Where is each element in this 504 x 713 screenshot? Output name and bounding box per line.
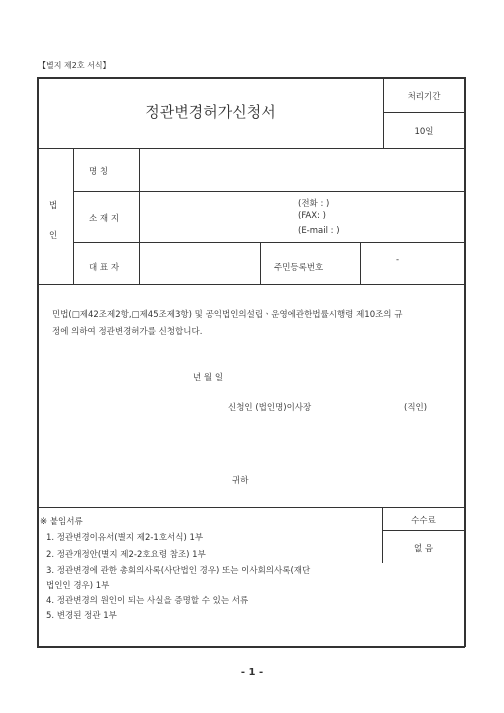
rrn-dash: - xyxy=(396,255,400,265)
fee-value: 없 음 xyxy=(413,544,434,554)
attachment-item: 1. 정관변경이유서(별지 제2-1호서식) 1부 xyxy=(46,533,204,543)
rep-name-field[interactable] xyxy=(141,244,259,282)
corp-name-field[interactable] xyxy=(141,150,463,190)
processing-divider xyxy=(383,112,465,113)
seal-mark: (직인) xyxy=(404,403,428,413)
attachment-item: 2. 정관개정안(별지 제2-2호요령 참조) 1부 xyxy=(46,550,206,560)
attachment-item: 법인인 경우) 1부 xyxy=(46,581,110,591)
recipient-suffix: 귀하 xyxy=(232,476,249,486)
corp-top xyxy=(37,148,465,149)
fee-row-divider xyxy=(382,530,465,531)
form-number: 【별지 제2호 서식】 xyxy=(38,61,111,70)
corp-name-label: 명 칭 xyxy=(89,167,109,177)
attachments-header: ※ 붙임서류 xyxy=(40,517,83,527)
fee-label: 수수료 xyxy=(411,516,436,526)
form-title: 정관변경허가신청서 xyxy=(145,103,276,121)
application-date: 년 월 일 xyxy=(193,373,224,383)
body-line-2: 정에 의하여 정관변경허가를 신청합니다. xyxy=(52,327,203,337)
rrn-label: 주민등록번호 xyxy=(274,263,324,273)
attachment-item: 5. 변경된 정관 1부 xyxy=(46,611,117,621)
attachments-top xyxy=(37,507,465,508)
corp-side-label-1: 법 xyxy=(49,201,58,211)
processing-value: 10일 xyxy=(414,127,434,137)
body-line-1: 민법(□제42조제2항,□제45조제3항) 및 공익법인의설립ㆍ운영에관한법률시행령 제10조의 규 xyxy=(52,310,403,320)
rep-label: 대 표 자 xyxy=(89,263,120,273)
attachment-item: 4. 정관변경의 원인이 되는 사실을 증명할 수 있는 서류 xyxy=(46,596,249,606)
attachment-item: 3. 정관변경에 관한 총회의사록(사단법인 경우) 또는 이사회의사록(재단 xyxy=(46,566,311,576)
corp-side-divider xyxy=(73,148,74,284)
corp-side-label-2: 인 xyxy=(49,231,58,241)
applicant-label: 신청인 (법인명)이사장 xyxy=(228,403,312,413)
corp-fax: (FAX: ) xyxy=(298,211,326,221)
frame-left xyxy=(37,77,39,647)
body-top xyxy=(37,284,465,285)
corp-address-label: 소 재 지 xyxy=(89,214,120,224)
frame-top xyxy=(37,77,465,79)
frame-right xyxy=(464,77,466,647)
corp-row1-divider xyxy=(73,191,465,192)
rep-divider-1 xyxy=(260,242,261,284)
corp-label-divider xyxy=(139,148,140,284)
frame-bottom xyxy=(37,646,465,648)
corp-phone: (전화 : ) xyxy=(298,199,330,209)
processing-label: 처리기간 xyxy=(407,92,441,102)
rep-divider-2 xyxy=(360,242,361,284)
corp-email: (E-mail : ) xyxy=(298,226,340,236)
corp-row2-divider xyxy=(73,242,465,243)
page-number: - 1 - xyxy=(240,667,264,678)
